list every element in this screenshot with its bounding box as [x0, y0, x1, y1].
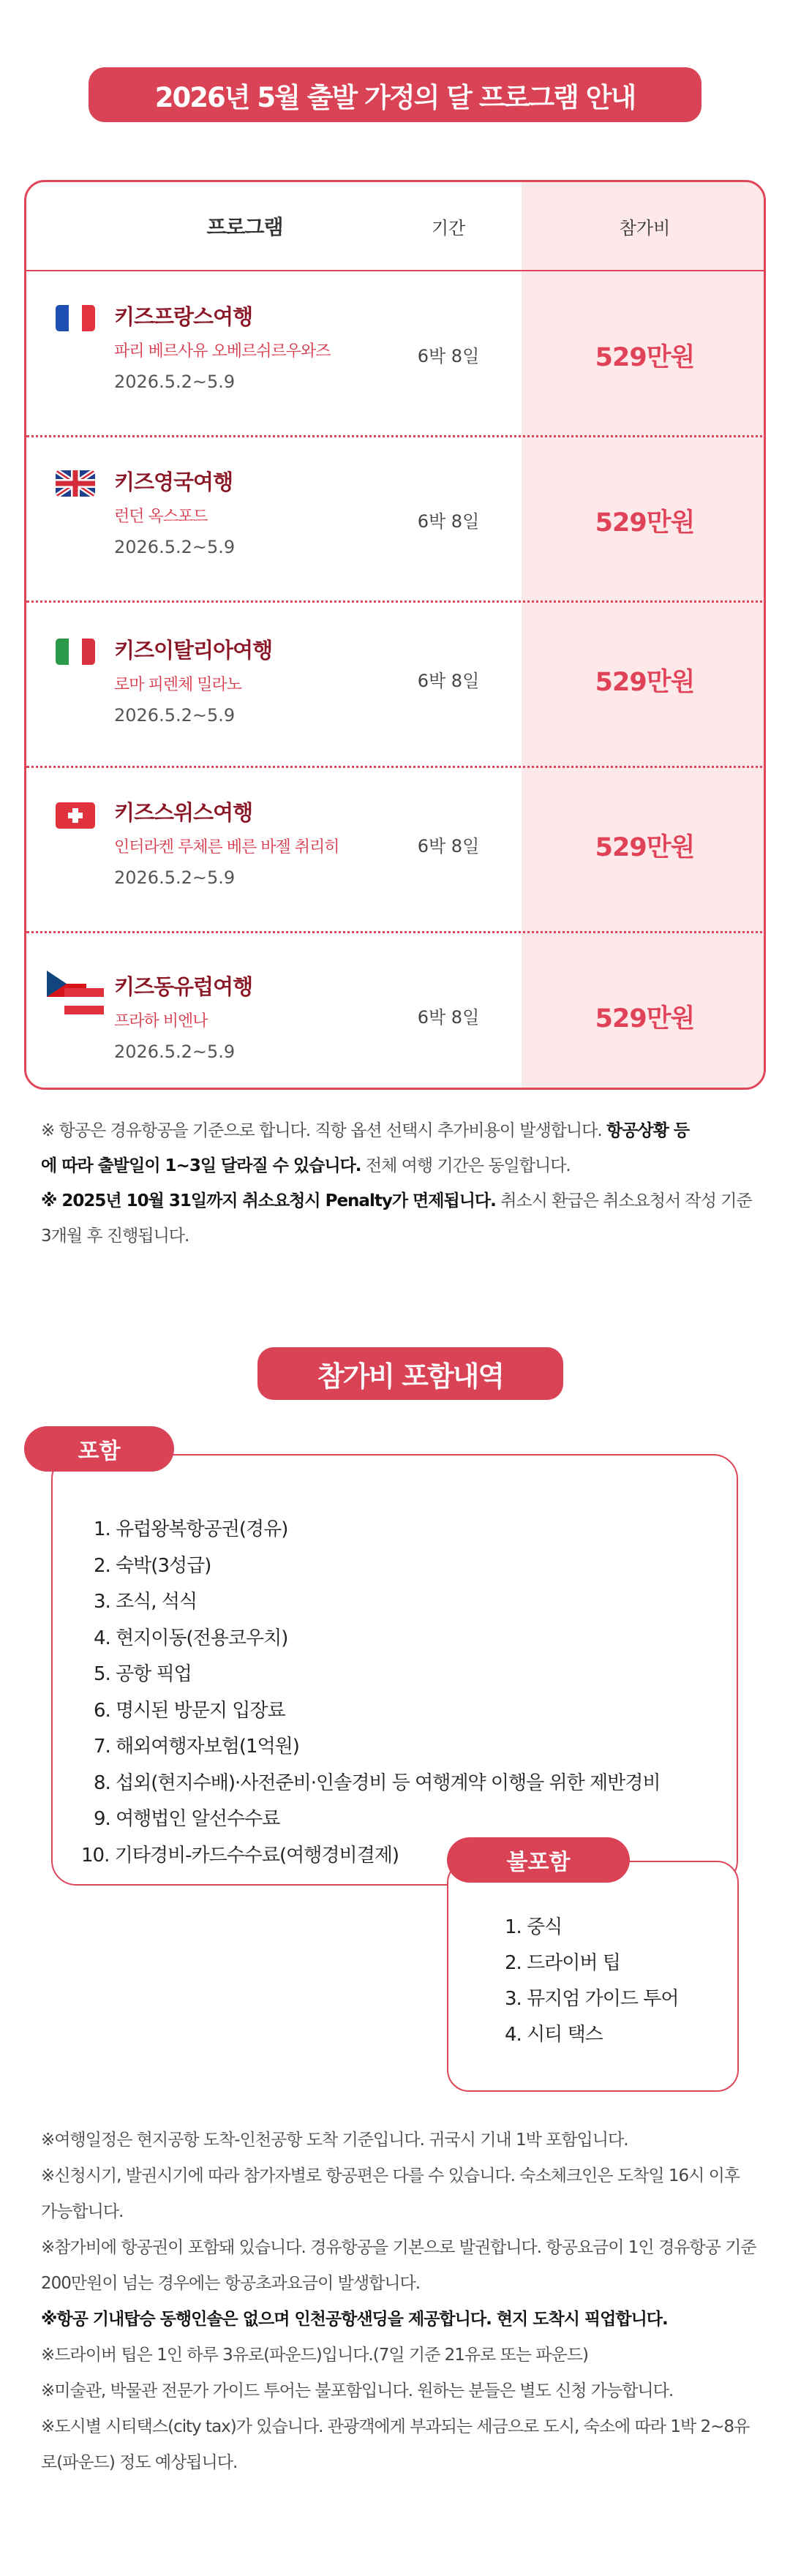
table-row	[26, 767, 766, 931]
program-fee: 529만원	[595, 833, 695, 862]
program-name: 키즈영국여행	[114, 470, 233, 494]
list-item: 7. 해외여행자보험(1억원)	[94, 1736, 299, 1758]
list-item: 6. 명시된 방문지 입장료	[94, 1699, 285, 1722]
page-banner-title: 2026년 5월 출발 가정의 달 프로그램 안내	[89, 67, 701, 122]
program-dates: 2026.5.2~5.9	[114, 372, 236, 392]
note-bold: 항공상황 등	[606, 1121, 690, 1140]
list-item: 3. 뮤지엄 가이드 투어	[505, 1988, 679, 2010]
table-row	[26, 602, 766, 766]
list-item: 3. 조식, 석식	[94, 1591, 198, 1613]
program-fee: 529만원	[595, 1004, 695, 1033]
list-item: 2. 숙박(3성급)	[94, 1554, 211, 1577]
czech-austria-flag-icon	[47, 971, 104, 1014]
note-line: ※드라이버 팁은 1인 하루 3유로(파운드)입니다.(7일 기준 21유로 또는 파운드)	[41, 2346, 589, 2365]
table-row	[26, 933, 766, 1090]
note-bold: 에 따라 출발일이 1~3일 달라질 수 있습니다.	[41, 1156, 361, 1175]
bottom-notes	[41, 2123, 758, 2481]
include-list	[81, 1512, 661, 1874]
program-duration: 6박 8일	[417, 836, 480, 856]
include-label: 포함	[24, 1426, 174, 1472]
note-bold: ※ 2025년 10월 31일까지 취소요청시 Penalty가 면제됩니다.	[41, 1191, 496, 1210]
program-name: 키즈스위스여행	[114, 800, 253, 825]
program-duration: 6박 8일	[417, 511, 480, 532]
note-line: ※여행일정은 현지공항 도착-인천공항 도착 기준입니다. 귀국시 기내 1박 포함입니다.	[41, 2131, 628, 2150]
note-line: ※미술관, 박물관 전문가 가이드 투어는 불포함입니다. 원하는 분들은 별도 신청 가능합니다.	[41, 2381, 674, 2400]
program-name: 키즈동유럽여행	[114, 974, 253, 999]
program-cities: 인터라켄 루체른 베른 바젤 취리히	[114, 838, 339, 856]
swiss-flag-icon	[56, 802, 95, 829]
program-cities: 파리 베르사유 오베르쉬르우와즈	[114, 342, 331, 361]
list-item: 10. 기타경비-카드수수료(여행경비결제)	[81, 1844, 399, 1867]
exclude-label: 불포함	[447, 1837, 630, 1883]
table-row	[26, 271, 766, 435]
note-line-bold: ※항공 기내탑승 동행인솔은 없으며 인천공항샌딩을 제공합니다. 현지 도착시 픽업합니다.	[41, 2310, 668, 2329]
program-name: 키즈프랑스여행	[114, 304, 253, 329]
program-name: 키즈이탈리아여행	[114, 638, 273, 663]
note-text: 취소시 환급은 취소요청서 작성 기준 3개월 후 진행됩니다.	[41, 1191, 752, 1246]
program-cities: 프라하 비엔나	[114, 1012, 208, 1031]
program-dates: 2026.5.2~5.9	[114, 705, 236, 726]
list-item: 8. 섭외(현지수배)·사전준비·인솔경비 등 여행계약 이행을 위한 제반경비	[94, 1771, 661, 1794]
list-item: 9. 여행법인 알선수수료	[94, 1808, 280, 1830]
list-item: 1. 중식	[505, 1916, 563, 1938]
program-dates: 2026.5.2~5.9	[114, 1042, 236, 1062]
program-duration: 6박 8일	[417, 346, 480, 366]
program-table	[24, 180, 766, 1090]
list-item: 5. 공항 픽업	[94, 1663, 192, 1685]
note-line: ※참가비에 항공권이 포함돼 있습니다. 경유항공을 기본으로 발권합니다. 항공요금이 1인 경유항공 기준 200만원이 넘는 경우에는 항공초과요금이 발생합니다.	[41, 2238, 756, 2293]
header-duration: 기간	[431, 217, 466, 238]
note-line: ※신청시기, 발권시기에 따라 참가자별로 항공편은 다를 수 있습니다. 숙소체크인은 도착일 16시 이후 가능합니다.	[41, 2166, 740, 2221]
program-cities: 런던 옥스포드	[114, 508, 208, 526]
program-duration: 6박 8일	[417, 671, 480, 691]
list-item: 2. 드라이버 팁	[505, 1952, 620, 1974]
flight-note	[41, 1113, 758, 1183]
table-row	[26, 437, 766, 600]
program-fee: 529만원	[595, 668, 695, 697]
uk-flag-icon	[56, 470, 95, 497]
note-text: 전체 여행 기간은 동일합니다.	[361, 1156, 571, 1175]
cancel-note	[41, 1183, 758, 1254]
program-dates: 2026.5.2~5.9	[114, 867, 236, 888]
list-item: 4. 시티 택스	[505, 2024, 603, 2046]
france-flag-icon	[56, 305, 95, 331]
italy-flag-icon	[56, 639, 95, 665]
program-fee: 529만원	[595, 508, 695, 538]
header-fee: 참가비	[619, 217, 671, 238]
included-section-title: 참가비 포함내역	[257, 1347, 563, 1400]
program-dates: 2026.5.2~5.9	[114, 537, 236, 557]
exclude-list	[505, 1910, 679, 2053]
note-line: ※도시별 시티택스(city tax)가 있습니다. 관광객에게 부과되는 세금으로 도시, 숙소에 따라 1박 2~8유로(파운드) 정도 예상됩니다.	[41, 2417, 750, 2472]
list-item: 1. 유럽왕복항공권(경유)	[94, 1518, 288, 1540]
program-fee: 529만원	[595, 343, 695, 372]
note-text: ※ 항공은 경유항공을 기준으로 합니다. 직항 옵션 선택시 추가비용이 발생합니다.	[41, 1121, 606, 1140]
program-duration: 6박 8일	[417, 1007, 480, 1028]
header-program: 프로그램	[206, 215, 283, 239]
program-cities: 로마 피렌체 밀라노	[114, 676, 242, 694]
list-item: 4. 현지이동(전용코우치)	[94, 1627, 288, 1649]
